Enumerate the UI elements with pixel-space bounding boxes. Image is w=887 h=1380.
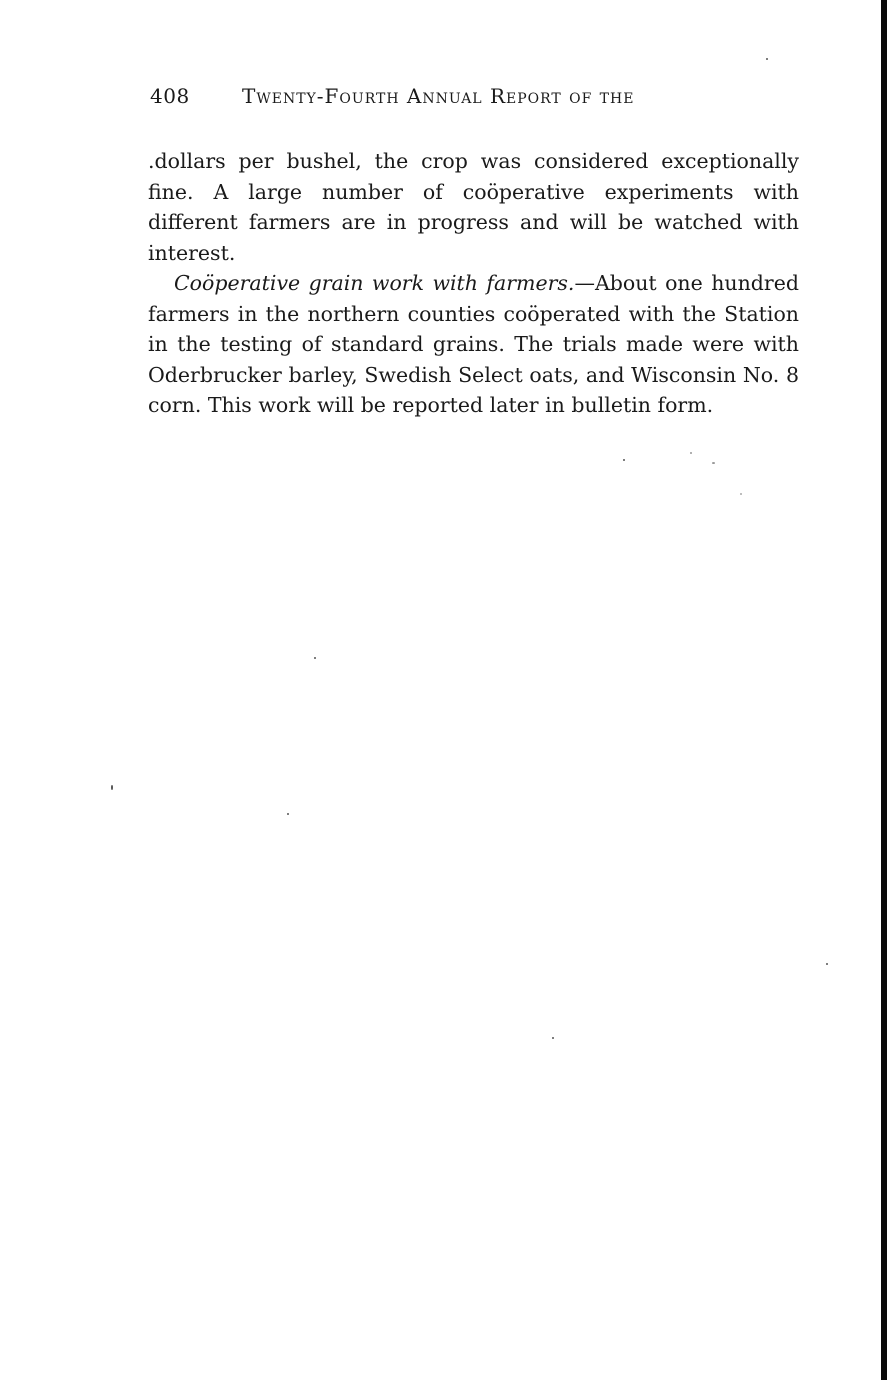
running-head: Twenty-Fourth Annual Report of the	[242, 84, 635, 108]
paragraph-2	[148, 268, 799, 421]
scan-speck	[314, 657, 316, 659]
scan-speck	[623, 459, 625, 461]
paragraph-2-heading: Coöperative grain work with farmers.	[174, 271, 575, 295]
paragraph-2-text: —About one hundred farmers in the northern counties coöperated with the Station in the testing of standard grains. The trials made were with Oderbrucker barley, Swedish Select oats, and Wisconsin No. 8 corn. This work will be reported later in bulletin form.	[148, 271, 799, 417]
scan-speck	[111, 785, 113, 790]
scan-speck	[712, 462, 715, 464]
scan-speck	[826, 963, 828, 965]
page-number: 408	[150, 84, 190, 108]
page-header	[150, 84, 800, 114]
scan-speck	[766, 58, 768, 60]
paragraph-1: .dollars per bushel, the crop was considered exceptionally fine. A large number of coöperative experiments with different farmers are in progress and will be watched with interest.	[148, 149, 799, 265]
scan-speck	[552, 1037, 554, 1039]
scan-speck	[690, 452, 692, 454]
body-text	[148, 146, 799, 421]
scan-border	[881, 0, 887, 1380]
scan-speck	[740, 493, 742, 495]
scan-speck	[287, 813, 289, 815]
